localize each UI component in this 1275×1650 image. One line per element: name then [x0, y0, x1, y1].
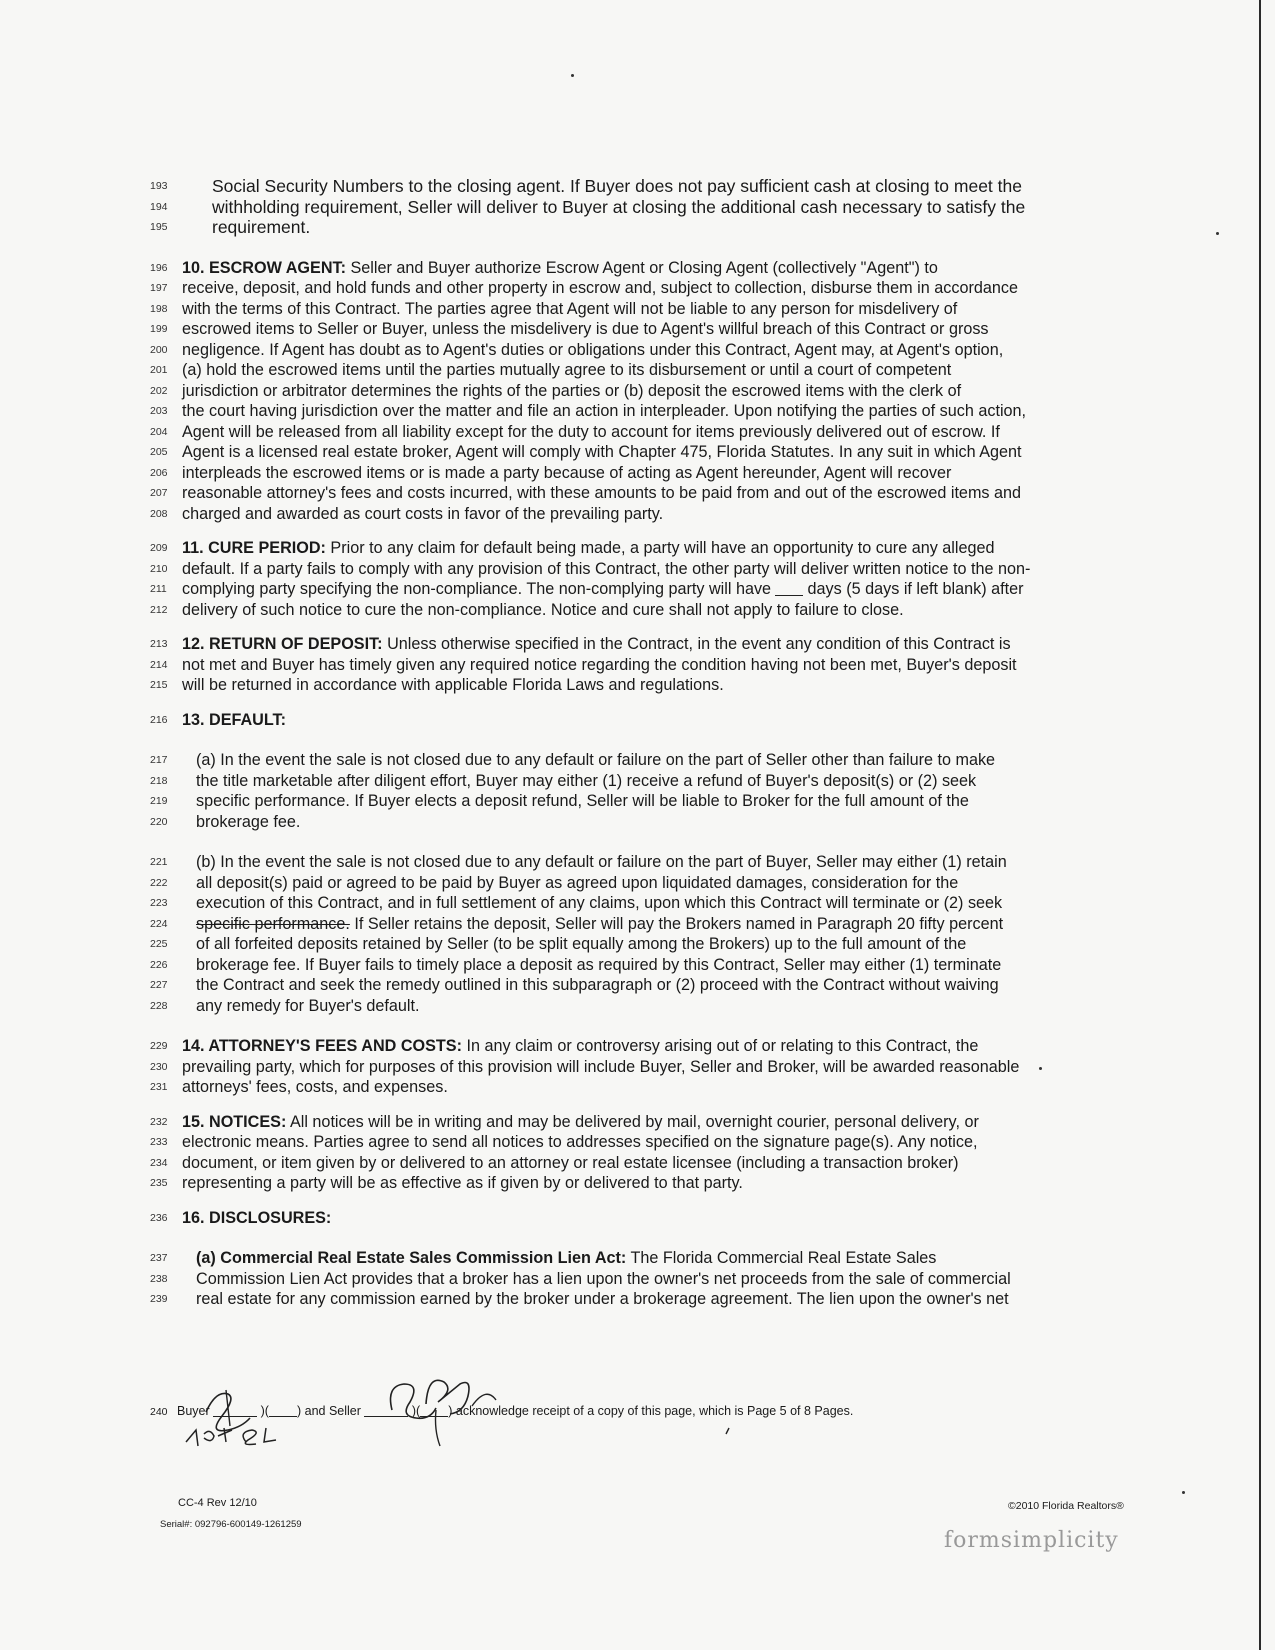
line-number: 201 [150, 364, 168, 376]
line-number: 215 [150, 679, 168, 691]
contract-line [150, 504, 1150, 525]
line-text [182, 463, 951, 484]
line-number: 234 [150, 1156, 168, 1169]
line-text [182, 538, 995, 559]
section-heading: 11. CURE PERIOD: [182, 539, 326, 557]
scan-speck [1182, 1491, 1185, 1494]
contract-line [150, 340, 1150, 361]
line-number: 235 [150, 1177, 168, 1189]
paragraph-gap [150, 730, 1150, 750]
contract-line [150, 401, 1150, 422]
contract-line [150, 955, 1150, 976]
line-text [182, 1173, 743, 1194]
line-text [182, 442, 1022, 463]
contract-line [150, 873, 1150, 894]
seller-initial-blank-2[interactable] [420, 1402, 448, 1417]
line-number: 239 [150, 1293, 168, 1305]
scan-speck [571, 74, 574, 77]
line-number: 230 [150, 1060, 168, 1073]
line-text [182, 1112, 979, 1133]
body-text: requirement. [212, 217, 311, 237]
body-text: attorneys' fees, costs, and expenses. [182, 1078, 448, 1096]
line-number: 195 [150, 221, 168, 233]
line-text [182, 381, 961, 402]
paragraph-gap [150, 1016, 1150, 1036]
line-number: 197 [150, 282, 168, 294]
line-text [182, 655, 1017, 676]
line-text [196, 791, 969, 812]
line-number: 213 [150, 638, 168, 650]
and-seller-label: and Seller [304, 1404, 361, 1418]
body-text: delivery of such notice to cure the non-compliance. Notice and cure shall not apply to failure to close. [182, 600, 904, 619]
line-number: 208 [150, 507, 168, 520]
contract-line [150, 1289, 1150, 1310]
line-number: 228 [150, 999, 168, 1012]
line-number: 193 [150, 180, 168, 192]
line-text [182, 579, 1023, 600]
line-number: 231 [150, 1081, 168, 1093]
contract-line [150, 914, 1150, 935]
days-blank-field[interactable] [775, 581, 803, 596]
body-text: prevailing party, which for purposes of this provision will include Buyer, Seller and Broker, will be awarded reasonable [182, 1057, 1020, 1076]
line-number: 226 [150, 958, 168, 971]
contract-body [150, 176, 1150, 1310]
body-text: default. If a party fails to comply with any provision of this Contract, the other party will deliver written notice to the non- [182, 559, 1031, 578]
body-text: representing a party will be as effective as if given by or delivered to that party. [182, 1174, 743, 1192]
line-number: 221 [150, 856, 168, 868]
line-number: 214 [150, 658, 168, 671]
buyer-initial-blank-1[interactable] [213, 1402, 257, 1417]
contract-line [150, 197, 1150, 218]
line-text [182, 675, 724, 696]
contract-line [150, 791, 1150, 812]
formsimplicity-logo: formsimplicity [944, 1528, 1119, 1553]
body-text: All notices will be in writing and may be delivered by mail, overnight courier, personal delivery, or [286, 1112, 979, 1131]
body-text: real estate for any commission earned by the broker under a brokerage agreement. The lien upon the owner's net [196, 1290, 1009, 1308]
contract-line [150, 750, 1150, 771]
body-text: brokerage fee. If Buyer fails to timely place a deposit as required by this Contract, Seller may either (1) terminate [196, 955, 1002, 974]
line-text [196, 750, 995, 771]
body-text: Agent will be released from all liability except for the duty to account for items previously delivered out of escrow. If [182, 422, 1000, 441]
line-number: 240 [150, 1406, 168, 1418]
line-text [196, 1289, 1009, 1310]
line-text [196, 893, 1002, 914]
contract-line [150, 483, 1150, 504]
line-text [182, 1153, 959, 1174]
body-text: days (5 days if left blank) after [803, 580, 1024, 598]
contract-line [150, 299, 1150, 320]
paragraph-gap [150, 832, 1150, 852]
contract-line [150, 463, 1150, 484]
line-text [182, 559, 1030, 580]
body-text: The Florida Commercial Real Estate Sales [626, 1249, 937, 1267]
acknowledgement-text: acknowledge receipt of a copy of this page, which is Page 5 of 8 Pages. [455, 1404, 854, 1418]
line-text [182, 401, 1026, 422]
line-number: 224 [150, 917, 168, 930]
line-number: 199 [150, 323, 168, 335]
body-text: (a) hold the escrowed items until the parties mutually agree to its disbursement or until a court of competent [182, 361, 952, 379]
line-number: 229 [150, 1040, 168, 1052]
body-text: electronic means. Parties agree to send all notices to addresses specified on the signature page(s). Any notice, [182, 1133, 978, 1151]
contract-line [150, 1112, 1150, 1133]
line-number: 220 [150, 815, 168, 828]
body-text: will be returned in accordance with applicable Florida Laws and regulations. [182, 676, 724, 694]
contract-line [150, 634, 1150, 655]
section-heading: 13. DEFAULT: [182, 710, 287, 729]
line-text [182, 299, 957, 320]
line-number: 227 [150, 979, 168, 991]
body-text: of all forfeited deposits retained by Seller (to be split equally among the Brokers) up to the full amount of the [196, 935, 967, 953]
contract-line [150, 1153, 1150, 1174]
line-number: 200 [150, 343, 168, 356]
line-number: 233 [150, 1136, 168, 1148]
line-number: 236 [150, 1211, 168, 1224]
line-text [182, 710, 286, 731]
line-text [196, 852, 1007, 873]
copyright-notice: ©2010 Florida Realtors® [1008, 1500, 1124, 1512]
body-text: Prior to any claim for default being made, a party will have an opportunity to cure any alleged [325, 539, 995, 557]
line-text [212, 217, 310, 238]
contract-line [150, 559, 1150, 580]
buyer-label: Buyer [177, 1404, 210, 1418]
body-text: negligence. If Agent has doubt as to Agent's duties or obligations under this Contract, Agent may, at Agent's option, [182, 340, 1004, 359]
line-number: 218 [150, 774, 168, 787]
line-text [182, 1208, 331, 1229]
contract-line [150, 934, 1150, 955]
section-heading: 16. DISCLOSURES: [182, 1208, 332, 1227]
contract-line [150, 675, 1150, 696]
line-text [182, 600, 904, 621]
line-number: 237 [150, 1252, 168, 1264]
line-number: 225 [150, 938, 168, 950]
acknowledgement-line: 240 Buyer )( ) and Seller )( ) acknowledge receipt of a copy of this page, which is Page 5 of 8 Pages. [150, 1404, 854, 1418]
line-number: 217 [150, 754, 168, 766]
body-text: (b) In the event the sale is not closed due to any default or failure on the part of Buyer, Seller may either (1) retain [196, 853, 1007, 871]
line-number: 203 [150, 405, 168, 417]
contract-line [150, 538, 1150, 559]
body-text: specific performance. If Buyer elects a deposit refund, Seller will be liable to Broker for the full amount of the [196, 792, 969, 810]
line-number: 196 [150, 261, 168, 274]
body-text: jurisdiction or arbitrator determines the rights of the parties or (b) deposit the escrowed items with the clerk of [182, 381, 962, 400]
contract-line [150, 600, 1150, 621]
body-text: all deposit(s) paid or agreed to be paid by Buyer as agreed upon liquidated damages, consideration for the [196, 873, 959, 892]
line-text [196, 975, 999, 996]
scan-edge-rule [1259, 0, 1261, 1650]
body-text: Social Security Numbers to the closing agent. If Buyer does not pay sufficient cash at closing to meet the [212, 176, 1022, 196]
line-number: 204 [150, 425, 168, 438]
contract-line [150, 975, 1150, 996]
line-text [182, 504, 663, 525]
body-text: interpleads the escrowed items or is made a party because of acting as Agent hereunder, Agent will recover [182, 463, 952, 482]
body-text: In any claim or controversy arising out of or relating to this Contract, the [461, 1037, 979, 1055]
line-text [182, 360, 951, 381]
contract-line [150, 176, 1150, 197]
line-number: 223 [150, 897, 168, 909]
line-number: 207 [150, 487, 168, 499]
line-number: 210 [150, 562, 168, 575]
paragraph-gap [150, 1098, 1150, 1112]
line-text [196, 914, 1003, 935]
line-number: 205 [150, 446, 168, 458]
paragraph-gap [150, 696, 1150, 710]
line-text [182, 1057, 1019, 1078]
line-text [196, 955, 1001, 976]
line-text [182, 258, 938, 279]
body-text: brokerage fee. [196, 812, 301, 831]
contract-line [150, 442, 1150, 463]
paragraph-gap [150, 238, 1150, 258]
contract-line [150, 852, 1150, 873]
contract-line [150, 1208, 1150, 1229]
contract-line [150, 1132, 1150, 1153]
contract-line [150, 1173, 1150, 1194]
body-text: charged and awarded as court costs in favor of the prevailing party. [182, 504, 664, 523]
section-heading: 14. ATTORNEY'S FEES AND COSTS: [182, 1037, 462, 1055]
body-text: complying party specifying the non-compliance. The non-complying party will have [182, 580, 772, 598]
section-heading: (a) Commercial Real Estate Sales Commission Lien Act: [196, 1249, 627, 1267]
line-number: 206 [150, 466, 168, 479]
line-text [196, 1269, 1011, 1290]
body-text: Unless otherwise specified in the Contract, in the event any condition of this Contract is [382, 635, 1011, 653]
line-text [182, 278, 1018, 299]
line-text [182, 319, 989, 340]
line-text [182, 422, 1000, 443]
body-text: document, or item given by or delivered to an attorney or real estate licensee (including a transaction broker) [182, 1153, 959, 1172]
body-text: Agent is a licensed real estate broker, Agent will comply with Chapter 475, Florida Statutes. In any suit in which Agent [182, 443, 1022, 461]
body-text: the Contract and seek the remedy outlined in this subparagraph or (2) proceed with the Contract without waiving [196, 976, 999, 994]
line-number: 194 [150, 200, 168, 213]
body-text: reasonable attorney's fees and costs incurred, with these amounts to be paid from and out of the escrowed items and [182, 484, 1022, 502]
body-text: Seller and Buyer authorize Escrow Agent or Closing Agent (collectively "Agent") to [346, 258, 938, 277]
line-text [182, 1132, 977, 1153]
contract-line [150, 217, 1150, 238]
line-text [212, 197, 1025, 218]
seller-initial-blank-1[interactable] [364, 1402, 408, 1417]
line-text [196, 771, 976, 792]
line-text [196, 996, 420, 1017]
line-number: 211 [150, 583, 167, 595]
section-heading: 10. ESCROW AGENT: [182, 258, 346, 277]
contract-line [150, 996, 1150, 1017]
line-number: 232 [150, 1115, 168, 1128]
contract-line [150, 1057, 1150, 1078]
body-text: Commission Lien Act provides that a broker has a lien upon the owner's net proceeds from the sale of commercial [196, 1269, 1011, 1288]
contract-line [150, 1269, 1150, 1290]
contract-line [150, 422, 1150, 443]
line-text [196, 1248, 936, 1269]
contract-line [150, 893, 1150, 914]
line-text [182, 483, 1021, 504]
contract-line [150, 579, 1150, 600]
line-number: 222 [150, 876, 168, 889]
contract-line [150, 1077, 1150, 1098]
paragraph-gap [150, 620, 1150, 634]
contract-line [150, 655, 1150, 676]
section-heading: 15. NOTICES: [182, 1112, 287, 1131]
line-text [182, 634, 1011, 655]
contract-line [150, 258, 1150, 279]
line-number: 216 [150, 713, 168, 726]
line-number: 209 [150, 542, 168, 554]
serial-number: Serial#: 092796-600149-1261259 [160, 1519, 302, 1530]
paragraph-gap [150, 1228, 1150, 1248]
body-text: with the terms of this Contract. The parties agree that Agent will not be liable to any person for misdelivery of [182, 299, 958, 318]
body-text: receive, deposit, and hold funds and other property in escrow and, subject to collection, disburse them in accordance [182, 279, 1018, 297]
body-text: the title marketable after diligent effort, Buyer may either (1) receive a refund of Buyer's deposit(s) or (2) seek [196, 771, 977, 790]
body-text: (a) In the event the sale is not closed due to any default or failure on the part of Seller other than failure to make [196, 751, 996, 769]
contract-line [150, 1248, 1150, 1269]
line-number: 212 [150, 603, 168, 616]
paragraph-gap [150, 1194, 1150, 1208]
body-text: withholding requirement, Seller will deliver to Buyer at closing the additional cash necessary to satisfy the [212, 196, 1026, 217]
paragraph-gap [150, 524, 1150, 538]
line-text [196, 812, 300, 833]
line-text [196, 873, 958, 894]
line-text [182, 340, 1003, 361]
line-number: 238 [150, 1272, 168, 1285]
contract-line [150, 319, 1150, 340]
body-text: If Seller retains the deposit, Seller will pay the Brokers named in Paragraph 20 fifty percent [349, 914, 1004, 933]
struck-text: specific performance. [196, 914, 350, 933]
body-text: escrowed items to Seller or Buyer, unless the misdelivery is due to Agent's willful breach of this Contract or gross [182, 320, 989, 338]
contract-line [150, 278, 1150, 299]
line-text [196, 934, 966, 955]
buyer-initial-blank-2[interactable] [269, 1402, 297, 1417]
line-number: 202 [150, 384, 168, 397]
line-number: 198 [150, 302, 168, 315]
section-heading: 12. RETURN OF DEPOSIT: [182, 635, 383, 653]
body-text: not met and Buyer has timely given any required notice regarding the condition having not been met, Buyer's deposit [182, 655, 1017, 674]
contract-line [150, 812, 1150, 833]
form-id: CC-4 Rev 12/10 [178, 1497, 257, 1509]
contract-line [150, 360, 1150, 381]
contract-line [150, 710, 1150, 731]
contract-line [150, 381, 1150, 402]
line-text [212, 176, 1022, 197]
line-number: 219 [150, 795, 168, 807]
contract-line [150, 771, 1150, 792]
line-text [182, 1077, 448, 1098]
line-text [182, 1036, 978, 1057]
body-text: any remedy for Buyer's default. [196, 996, 420, 1015]
body-text: the court having jurisdiction over the matter and file an action in interpleader. Upon notifying the parties of such action, [182, 402, 1027, 420]
scan-speck [1216, 232, 1219, 235]
body-text: execution of this Contract, and in full settlement of any claims, upon which this Contract will terminate or (2) seek [196, 894, 1003, 912]
contract-line [150, 1036, 1150, 1057]
